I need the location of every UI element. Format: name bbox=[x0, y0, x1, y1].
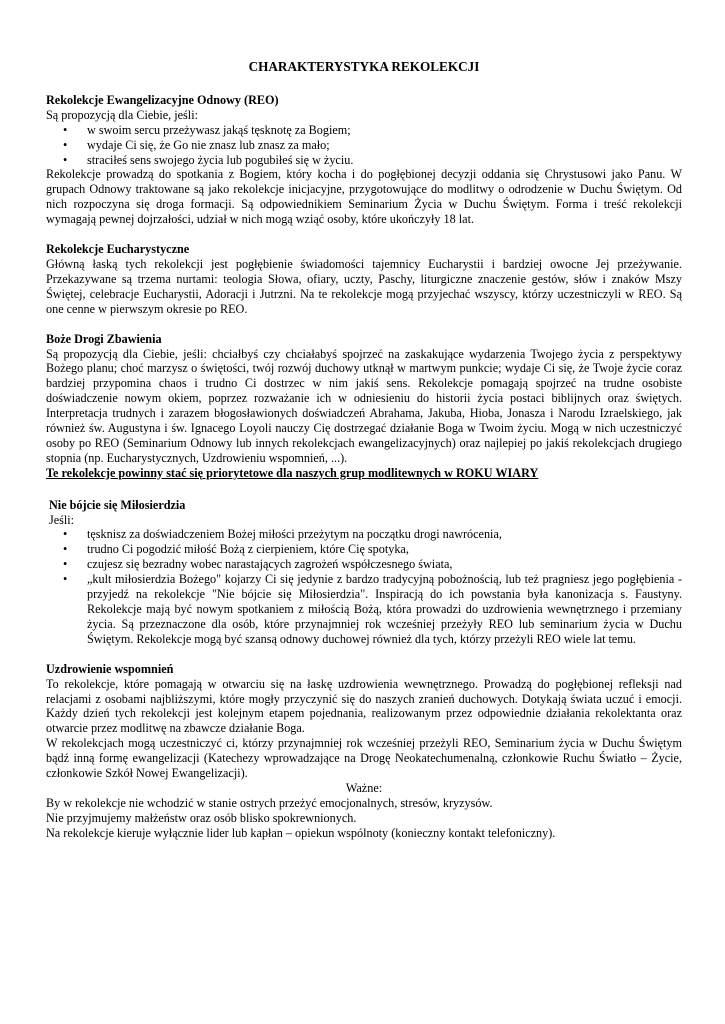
list-item: • straciłeś sens swojego życia lub pogubiłeś się w życiu. bbox=[46, 153, 682, 168]
note-line: By w rekolekcje nie wchodzić w stanie ostrych przeżyć emocjonalnych, stresów, kryzysów. bbox=[46, 795, 493, 810]
priority-note: Te rekolekcje powinny stać się priorytetowe dla naszych grup modlitewnych w ROKU WIARY bbox=[46, 465, 539, 480]
section-heading: Uzdrowienie wspomnień bbox=[46, 661, 174, 676]
list-item: • trudno Ci pogodzić miłość Bożą z cierpieniem, które Cię spotyka, bbox=[46, 542, 682, 557]
section-body: Główną łaską tych rekolekcji jest pogłębienie świadomości tajemnicy Eucharystii i bardziej owocne Jej przeżywanie. Przekazywane są trzema nurtami: teologia Słowa, ofiary, uczty, Paschy, liturgiczne znaczenie gestów, słów i znaków Mszy Świętej, celebracje Eucharystii, Adoracji i Jutrzni. Na te rekolekcje mogą przyjechać wszyscy, którzy uczestniczyli w REO. Są one cenne w pierwszym okresie po REO. bbox=[46, 256, 682, 316]
section-body: To rekolekcje, które pomagają w otwarciu się na łaskę uzdrowienia wewnętrznego. Prowadzą do pogłębionej refleksji nad relacjami z osobami najbliższymi, które mogły przyczynić się do naszych zranień duchowych. Dotykają świata uczuć i emocji. Każdy dzień tych rekolekcji jest kolejnym etapem pojednania, realizowanym przez odpowiednie działania rekolektanta oraz otwarcie przez modlitwę na zbawcze działanie Boga. bbox=[46, 676, 682, 736]
bullet-list bbox=[46, 123, 682, 168]
section-heading: Rekolekcje Eucharystyczne bbox=[46, 242, 190, 257]
list-item: • „kult miłosierdzia Bożego" kojarzy Ci się jedynie z bardzo tradycyjną pobożnością, lub też pragniesz jego pogłębienia - przyjedź na rekolekcje "Nie bójcie się Miłosierdzia". Inspiracją do ich powstania była kanonizacja s. Faustyny. Rekolekcje mają być nowym spotkaniem z miłością Bożą, która prowadzi do uzdrowienia wewnętrznego i przemiany życia. Są przeznaczone dla osób, które przynajmniej rok wcześniej przeżyły REO lub seminarium życia w Duchu Świętym. Rekolekcje mogą być szansą odnowy duchowej również dla tych, którzy przeżyli REO wiele lat temu. bbox=[46, 572, 682, 647]
page-title: CHARAKTERYSTYKA REKOLEKCJI bbox=[248, 59, 480, 74]
list-item: • wydaje Ci się, że Go nie znasz lub znasz za mało; bbox=[46, 138, 682, 153]
important-label: Ważne: bbox=[345, 780, 383, 795]
list-item: • tęsknisz za doświadczeniem Bożej miłości przeżytym na początku drogi nawrócenia, bbox=[46, 527, 682, 542]
section-heading: Boże Drogi Zbawienia bbox=[46, 331, 162, 346]
list-item: • w swoim sercu przeżywasz jakąś tęsknotę za Bogiem; bbox=[46, 123, 682, 138]
section-heading: Rekolekcje Ewangelizacyjne Odnowy (REO) bbox=[46, 92, 279, 107]
section-body: Rekolekcje prowadzą do spotkania z Bogiem, który kocha i do pogłębionej decyzji oddania się Chrystusowi jako Panu. W grupach Odnowy traktowane są jako rekolekcje inicjacyjne, przygotowujące do modlitwy o odrodzenie w Duchu Świętym. Od nich rozpoczyna się droga formacji. Są odpowiednikiem Seminarium Życia w Duchu Świętym. Forma i treść rekolekcji wymagają pewnej dojrzałości, udział w nich mogą wziąć osoby, które ukończyły 18 lat. bbox=[46, 167, 682, 227]
section-milosierdzie bbox=[46, 498, 682, 647]
bullet-list bbox=[46, 527, 682, 646]
section-intro: Są propozycją dla Ciebie, jeśli: bbox=[46, 107, 198, 122]
list-item: • czujesz się bezradny wobec narastających zagrożeń współczesnego świata, bbox=[46, 557, 682, 572]
note-line: Na rekolekcje kieruje wyłącznie lider lub kapłan – opiekun wspólnoty (konieczny kontakt telefoniczny). bbox=[46, 825, 556, 840]
section-intro: Jeśli: bbox=[49, 512, 75, 527]
section-heading: Nie bójcie się Miłosierdzia bbox=[49, 497, 186, 512]
section-reo bbox=[46, 93, 682, 227]
note-line: Nie przyjmujemy małżeństw oraz osób blisko spokrewnionych. bbox=[46, 810, 357, 825]
section-boze-drogi bbox=[46, 332, 682, 481]
section-eucharystyczne bbox=[46, 242, 682, 317]
section-body: W rekolekcjach mogą uczestniczyć ci, którzy przynajmniej rok wcześniej przeżyli REO, Seminarium życia w Duchu Świętym bądź inną formę ewangelizacji (Katechezy wprowadzające na Drogę Neokatechumenalną, członkowie Ruchu Światło – Życie, członkowie Szkół Nowej Ewangelizacji). bbox=[46, 736, 682, 781]
section-uzdrowienie bbox=[46, 662, 682, 841]
document-page bbox=[46, 60, 682, 856]
section-body: Są propozycją dla Ciebie, jeśli: chciałbyś czy chciałabyś spojrzeć na zaskakujące wydarzenia Twojego życia z perspektywy Bożego planu; choć marzysz o świętości, twój rozwój duchowy utknął w martwym punkcie; wydaje Ci się, że Twoje życie coraz bardziej przypomina chaos i trudno Ci dostrzec w nim jakiś sens. Rekolekcje pomagają spojrzeć na trudne osobiste doświadczenie nowym okiem, poprzez rozważanie ich w odniesieniu do historii życia postaci biblijnych oraz świętych. Interpretacja trudnych i zarazem błogosławionych doświadczeń Abrahama, Jakuba, Hioba, Jonasza i Narodu Izraelskiego, jak również św. Augustyna i św. Ignacego Loyoli nauczy Cię dostrzegać działanie Boga w Twoim życiu. Mogą w nich uczestniczyć osoby po REO (Seminarium Odnowy lub innych rekolekcjach ewangelizacyjnych) oraz najlepiej po jakiś rekolekcjach drugiego stopnia (np. Eucharystycznych, Uzdrowieniu wspomnień, ...). bbox=[46, 346, 682, 465]
